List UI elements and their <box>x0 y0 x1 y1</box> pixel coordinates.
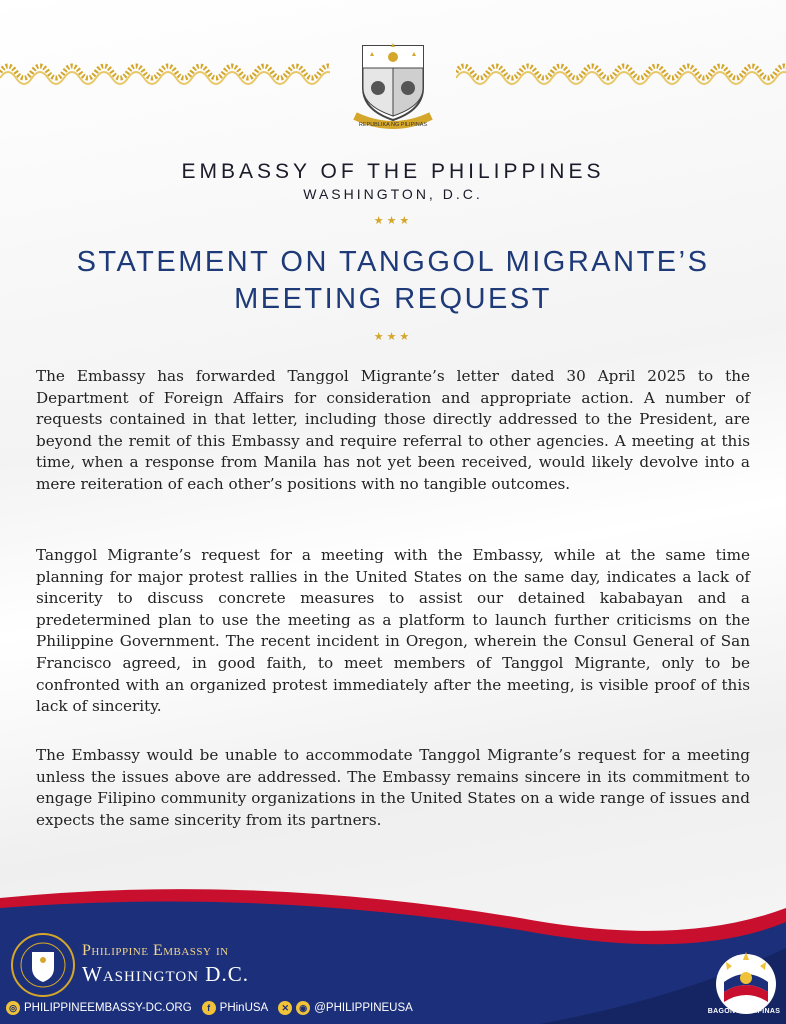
embassy-city: WASHINGTON, D.C. <box>303 186 483 202</box>
gold-pattern-right <box>456 58 786 86</box>
statement-title <box>40 244 746 318</box>
footer-brand-line1: Philippine Embassy in <box>82 942 229 959</box>
instagram-icon: ◉ <box>296 1001 310 1015</box>
paragraph-2: Tanggol Migrante’s request for a meeting with the Embassy, while at the same time planning for major protest rallies in the United States on the same day, indicates a lack of sincerity to discuss concrete measures to assist our detained kababayan and a predetermined plan to use the meeting as a platform to launch further criticisms on the Philippine Government. The recent incident in Oregon, wherein the Consul General of San Francisco agreed, in good faith, to meet members of Tanggol Migrante, only to be confronted with an organized protest immediately after the meeting, is visible proof of this lack of sincerity. <box>36 546 750 716</box>
bagong-pilipinas-label: BAGONG PILIPINAS <box>707 1008 781 1015</box>
seal-ribbon-text: REPUBLIKA NG PILIPINAS <box>358 122 428 128</box>
facebook-icon: f <box>202 1001 216 1015</box>
coat-of-arms-icon <box>345 38 441 134</box>
x-icon: ✕ <box>278 1001 292 1015</box>
statement-title-line1: STATEMENT ON TANGGOL MIGRANTE’S <box>76 246 710 278</box>
globe-icon: ◎ <box>6 1001 20 1015</box>
footer-brand-line2: Washington D.C. <box>82 962 249 986</box>
gold-pattern-left <box>0 58 330 86</box>
facebook-link[interactable]: PHinUSA <box>219 1002 269 1014</box>
paragraph-1: The Embassy has forwarded Tanggol Migrante’s letter dated 30 April 2025 to the Department of Foreign Affairs for consideration and appropriate action. A number of requests contained in that letter, including those directly addressed to the President, are beyond the remit of this Embassy and require referral to other agencies. A meeting at this time, when a response from Manila has not yet been received, would likely devolve into a mere reiteration of each other’s positions with no tangible outcomes. <box>36 367 750 493</box>
embassy-heading: EMBASSY OF THE PHILIPPINES <box>181 160 605 183</box>
social-handle-link[interactable]: @PHILIPPINEUSA <box>314 1002 413 1014</box>
website-link[interactable]: PHILIPPINEEMBASSY-DC.ORG <box>24 1002 192 1014</box>
divider-stars-top: ★★★ <box>373 214 413 227</box>
paragraph-3: The Embassy would be unable to accommodate Tanggol Migrante’s request for a meeting unless the issues above are addressed. The Embassy remains sincere in its commitment to engage Filipino community organizations in the United States on a wide range of issues and expects the same sincerity from its partners. <box>36 746 750 829</box>
statement-title-line2: MEETING REQUEST <box>234 283 552 315</box>
embassy-seal-icon <box>10 932 76 998</box>
divider-stars-bottom: ★★★ <box>373 330 413 343</box>
social-links <box>6 1001 413 1015</box>
